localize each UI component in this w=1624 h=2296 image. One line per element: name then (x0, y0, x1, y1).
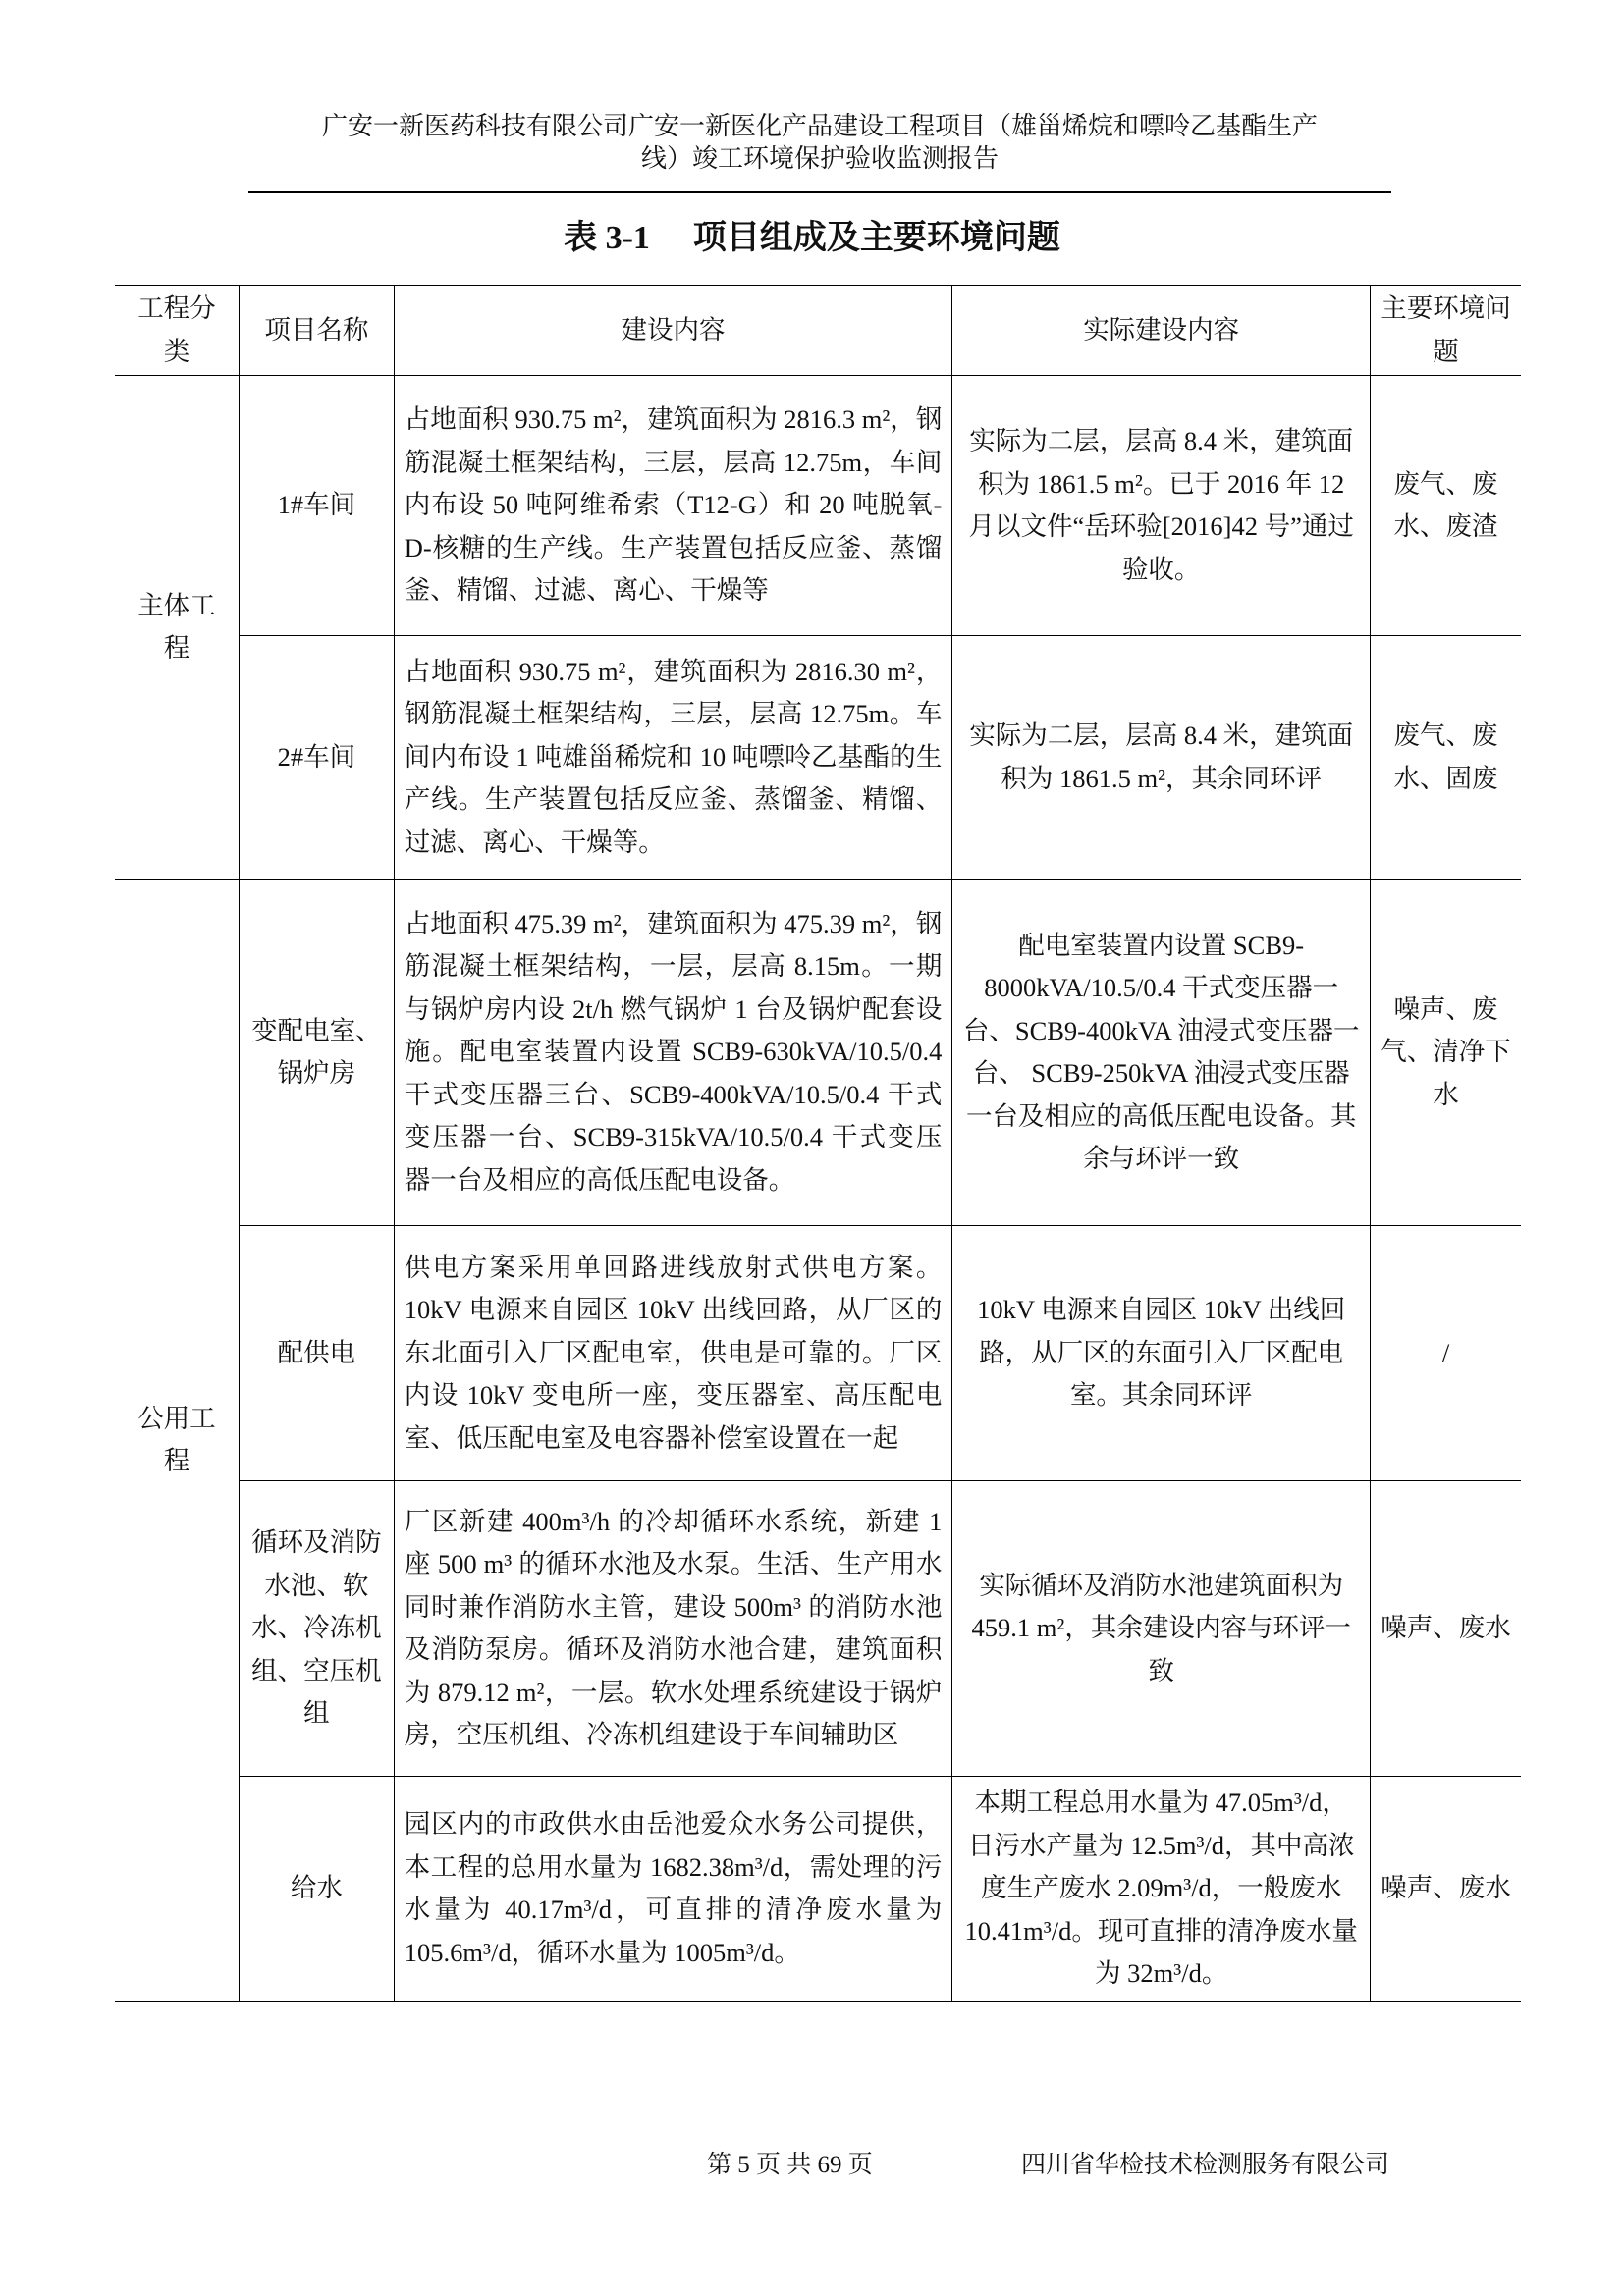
header-category: 工程分类 (115, 286, 239, 376)
table-title-text: 项目组成及主要环境问题 (692, 220, 1060, 256)
actual-cell: 本期工程总用水量为 47.05m³/d，日污水产量为 12.5m³/d，其中高浓度生产废水 2.09m³/d，一般废水 10.41m³/d。现可直排的清净废水量为 32m³/d。 (952, 1777, 1371, 2002)
table-row (115, 1777, 1521, 2002)
actual-cell: 实际为二层，层高 8.4 米，建筑面积为 1861.5 m²。已于 2016 年 12 月以文件“岳环验[2016]42 号”通过验收。 (952, 376, 1371, 636)
table-row (115, 1481, 1521, 1777)
footer-company: 四川省华检技术检测服务有限公司 (1021, 2152, 1390, 2178)
name-cell: 1#车间 (239, 376, 394, 636)
document-header (248, 110, 1391, 175)
name-cell: 2#车间 (239, 636, 394, 880)
table-title (0, 214, 1624, 263)
actual-cell: 配电室装置内设置 SCB9-8000kVA/10.5/0.4 干式变压器一台、SCB9-400kVA 油浸式变压器一台、 SCB9-250kVA 油浸式变压器一台及相应的高低压配电设备。其余与环评一致 (952, 880, 1371, 1226)
planned-cell: 占地面积 930.75 m²，建筑面积为 2816.3 m²，钢筋混凝土框架结构，三层，层高 12.75m，车间内布设 50 吨阿维希索（T12-G）和 20 吨脱氧-D-核糖的生产线。生产装置包括反应釜、蒸馏釜、精馏、过滤、离心、干燥等 (394, 376, 952, 636)
page-number: 第 5 页 共 69 页 (707, 2152, 873, 2178)
planned-cell: 占地面积 930.75 m²，建筑面积为 2816.30 m²，钢筋混凝土框架结构，三层，层高 12.75m。车间内布设 1 吨雄甾稀烷和 10 吨嘌呤乙基酯的生产线。生产装置包括反应釜、蒸馏釜、精馏、过滤、离心、干燥等。 (394, 636, 952, 880)
header-line-1: 广安一新医药科技有限公司广安一新医化产品建设工程项目（雄甾烯烷和嘌呤乙基酯生产 (321, 112, 1318, 140)
planned-cell: 厂区新建 400m³/h 的冷却循环水系统，新建 1 座 500 m³ 的循环水池及水泵。生活、生产用水同时兼作消防水主管，建设 500m³ 的消防水池及消防泵房。循环及消防水池合建，建筑面积为 879.12 m²，一层。软水处理系统建设于锅炉房，空压机组、冷冻机组建设于车间辅助区 (394, 1481, 952, 1777)
planned-cell: 园区内的市政供水由岳池爱众水务公司提供，本工程的总用水量为 1682.38m³/d，需处理的污水量为 40.17m³/d，可直排的清净废水量为 105.6m³/d，循环水量为 1005m³/d。 (394, 1777, 952, 2002)
table-row (115, 376, 1521, 636)
table-row (115, 1226, 1521, 1481)
name-cell: 变配电室、锅炉房 (239, 880, 394, 1226)
table-row (115, 880, 1521, 1226)
header-issues: 主要环境问题 (1371, 286, 1521, 376)
issues-cell: 噪声、废水 (1371, 1481, 1521, 1777)
issues-cell: 废气、废水、固废 (1371, 636, 1521, 880)
name-cell: 配供电 (239, 1226, 394, 1481)
issues-cell: / (1371, 1226, 1521, 1481)
header-divider (248, 191, 1391, 193)
project-composition-table (115, 285, 1521, 2002)
actual-cell: 实际为二层，层高 8.4 米，建筑面积为 1861.5 m²，其余同环评 (952, 636, 1371, 880)
actual-cell: 实际循环及消防水池建筑面积为 459.1 m²，其余建设内容与环评一致 (952, 1481, 1371, 1777)
header-actual: 实际建设内容 (952, 286, 1371, 376)
table-header-row (115, 286, 1521, 376)
category-cell: 公用工程 (115, 880, 239, 2002)
table-row (115, 636, 1521, 880)
issues-cell: 噪声、废水 (1371, 1777, 1521, 2002)
header-planned: 建设内容 (394, 286, 952, 376)
issues-cell: 废气、废水、废渣 (1371, 376, 1521, 636)
issues-cell: 噪声、废气、清净下水 (1371, 880, 1521, 1226)
name-cell: 给水 (239, 1777, 394, 2002)
planned-cell: 供电方案采用单回路进线放射式供电方案。10kV 电源来自园区 10kV 出线回路，从厂区的东北面引入厂区配电室，供电是可靠的。厂区内设 10kV 变电所一座，变压器室、高压配电室、低压配电室及电容器补偿室设置在一起 (394, 1226, 952, 1481)
header-line-2: 线）竣工环境保护验收监测报告 (640, 144, 999, 173)
planned-cell: 占地面积 475.39 m²，建筑面积为 475.39 m²，钢筋混凝土框架结构，一层，层高 8.15m。一期与锅炉房内设 2t/h 燃气锅炉 1 台及锅炉配套设施。配电室装置内设置 SCB9-630kVA/10.5/0.4 干式变压器三台、SCB9-400kVA/10.5/0.4 干式变压器一台、SCB9-315kVA/10.5/0.4 干式变压器一台及相应的高低压配电设备。 (394, 880, 952, 1226)
actual-cell: 10kV 电源来自园区 10kV 出线回路，从厂区的东面引入厂区配电室。其余同环评 (952, 1226, 1371, 1481)
table-number: 表 3-1 (564, 220, 650, 256)
category-cell: 主体工程 (115, 376, 239, 880)
header-name: 项目名称 (239, 286, 394, 376)
name-cell: 循环及消防水池、软水、冷冻机组、空压机组 (239, 1481, 394, 1777)
